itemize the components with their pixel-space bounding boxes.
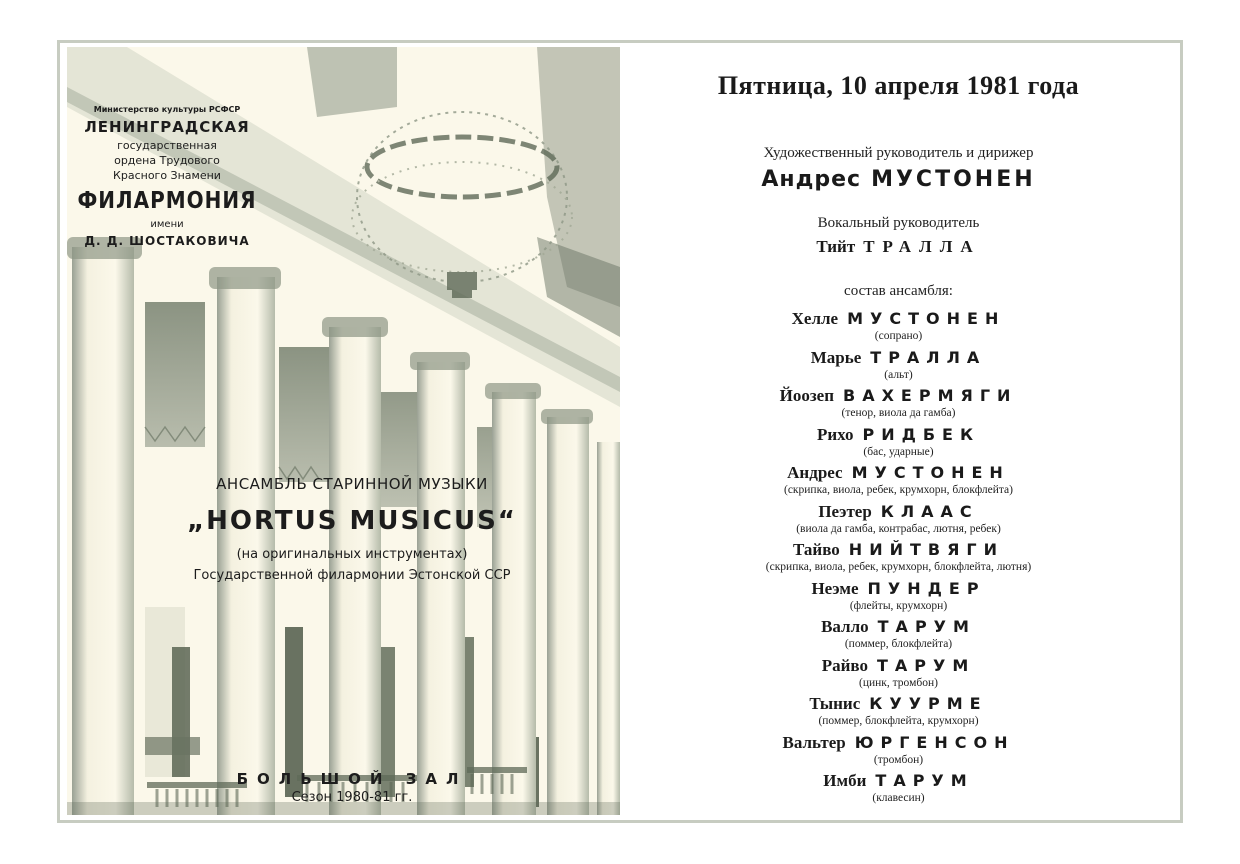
list-item xyxy=(620,386,1177,425)
affiliation: Государственной филармонии Эстонской ССР xyxy=(193,568,511,583)
member-first-name: Тынис xyxy=(809,694,861,713)
member-role: (цинк, тромбон) xyxy=(859,676,938,689)
member-role: (тенор, виола да гамба) xyxy=(841,407,956,419)
member-surname: ТРАЛЛА xyxy=(870,347,987,367)
list-item xyxy=(620,348,1177,387)
director-label: Художественный руководитель и дирижер xyxy=(763,145,1034,161)
member-list xyxy=(620,309,1177,810)
named-after-label: имени xyxy=(150,219,184,230)
list-item xyxy=(620,463,1177,502)
cover-panel xyxy=(67,47,620,815)
list-item xyxy=(620,425,1177,464)
program-panel xyxy=(620,47,1177,815)
member-role: (флейты, крумхорн) xyxy=(849,599,948,612)
member-surname: МУСТОНЕН xyxy=(851,463,1010,482)
namesake: Д. Д. ШОСТАКОВИЧА xyxy=(84,234,250,248)
ministry-line: Министерство культуры РСФСР xyxy=(93,105,241,114)
list-item xyxy=(620,694,1177,733)
member-surname: ПУНДЕР xyxy=(867,578,986,598)
member-role: (скрипка, виола, ребек, крумхорн, блокфлейта) xyxy=(783,484,1013,496)
member-first-name: Рихо xyxy=(816,424,854,444)
member-first-name: Валло xyxy=(821,617,869,636)
member-role: (бас, ударные) xyxy=(863,445,934,458)
member-role: (альт) xyxy=(884,368,913,381)
member-role: (тромбон) xyxy=(873,753,924,766)
vocal-director-name xyxy=(620,237,1177,257)
member-first-name: Вальтер xyxy=(782,732,846,752)
order-line: ордена Трудового xyxy=(114,154,220,167)
member-first-name: Имби xyxy=(823,771,867,790)
member-first-name: Марье xyxy=(810,347,862,367)
list-item xyxy=(620,502,1177,541)
list-item xyxy=(620,771,1177,810)
member-surname: РИДБЕК xyxy=(862,424,981,444)
ensemble-label: состав ансамбля: xyxy=(844,283,953,299)
banner-line: Красного Знамени xyxy=(113,169,221,182)
member-surname: НИЙТВЯГИ xyxy=(848,540,1004,559)
instruments-note: (на оригинальных инструментах) xyxy=(236,547,468,562)
member-role: (виола да гамба, контрабас, лютня, ребек) xyxy=(796,522,1001,535)
member-surname: КЛААС xyxy=(880,501,979,521)
list-item xyxy=(620,733,1177,772)
member-role: (сопрано) xyxy=(874,330,923,342)
vocal-director-label: Вокальный руководитель xyxy=(817,215,980,231)
member-first-name: Хелле xyxy=(791,309,839,328)
member-first-name: Йоозеп xyxy=(779,386,834,405)
hall-name: БОЛЬШОЙ ЗАЛ xyxy=(236,770,468,788)
member-role: (скрипка, виола, ребек, крумхорн, блокфлейта, лютня) xyxy=(765,561,1032,573)
ensemble-name: „HORTUS MUSICUS“ xyxy=(187,506,517,536)
list-item xyxy=(620,540,1177,579)
season-label: Сезон 1980-81 гг. xyxy=(291,790,413,805)
director-name xyxy=(620,167,1177,192)
member-role: (клавесин) xyxy=(872,792,925,804)
member-first-name: Андрес xyxy=(787,463,843,482)
ensemble-type: АНСАМБЛЬ СТАРИННОЙ МУЗЫКИ xyxy=(216,475,488,493)
list-item xyxy=(620,309,1177,348)
member-surname: ЮРГЕНСОН xyxy=(854,732,1015,752)
member-first-name: Райво xyxy=(821,655,868,675)
list-item xyxy=(620,656,1177,695)
director-surname: МУСТОНЕН xyxy=(871,167,1036,192)
state-line: государственная xyxy=(117,139,217,152)
member-first-name: Пеэтер xyxy=(818,501,872,521)
director-first-name: Андрес xyxy=(761,167,862,192)
philharmonic-title: ФИЛАРМОНИЯ xyxy=(77,186,257,214)
member-role: (поммер, блокфлейта, крумхорн) xyxy=(818,715,979,727)
vocal-surname: ТРАЛЛА xyxy=(863,237,981,256)
member-first-name: Тайво xyxy=(793,540,840,559)
list-item xyxy=(620,617,1177,656)
list-item xyxy=(620,579,1177,618)
member-surname: ТАРУМ xyxy=(877,617,976,636)
member-surname: МУСТОНЕН xyxy=(847,309,1006,328)
member-surname: КУУРМЕ xyxy=(869,694,988,713)
member-surname: ТАРУМ xyxy=(876,655,976,675)
member-first-name: Неэме xyxy=(811,578,859,598)
member-role: (поммер, блокфлейта) xyxy=(844,638,953,650)
member-surname: ВАХЕРМЯГИ xyxy=(843,386,1018,405)
city-title: ЛЕНИНГРАДСКАЯ xyxy=(84,118,250,136)
concert-date: Пятница, 10 апреля 1981 года xyxy=(717,71,1080,100)
vocal-first-name: Тийт xyxy=(816,237,856,256)
member-surname: ТАРУМ xyxy=(875,771,974,790)
